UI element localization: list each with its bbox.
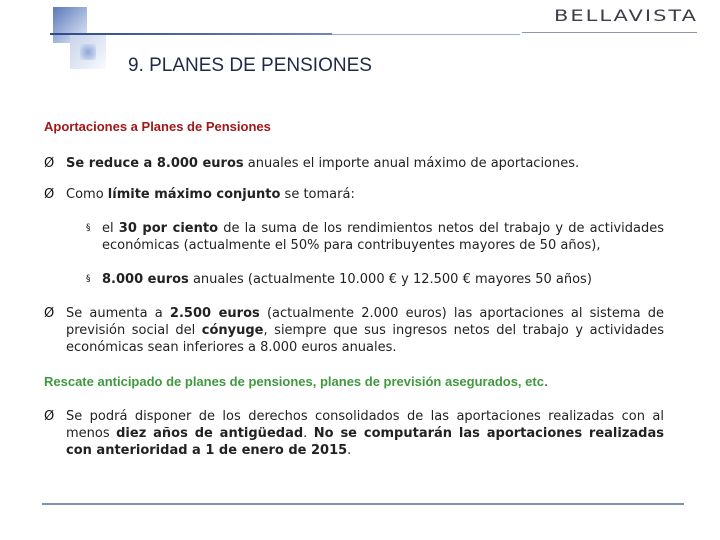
page-title: 9. PLANES DE PENSIONES	[128, 55, 372, 76]
square-bullet-icon: §	[86, 274, 91, 284]
header-rule	[50, 33, 332, 35]
section-heading-rescate: Rescate anticipado de planes de pensiones, planes de previsión asegurados, etc.	[44, 374, 549, 390]
header-rule-thin	[332, 34, 520, 35]
section-heading-aportaciones: Aportaciones a Planes de Pensiones	[44, 119, 271, 134]
sub-list-item: § el 30 por ciento de la suma de los rendimientos netos del trabajo y de actividades económicas (actualmente el 50% para contribuyentes mayores de 50 años),	[86, 221, 665, 253]
decorative-square-glow	[80, 44, 96, 60]
arrow-bullet-icon: Ø	[44, 409, 55, 424]
logo-underline	[522, 32, 697, 33]
bellavista-logo: BELLAVISTA	[553, 6, 698, 25]
sub-list-item: § 8.000 euros anuales (actualmente 10.000 € y 12.500 € mayores 50 años)	[86, 272, 592, 287]
list-item: Ø Se aumenta a 2.500 euros (actualmente 2.000 euros) las aportaciones al sistema de previsión social del cónyuge, siempre que sus ingresos netos del trabajo y actividades económicas sean inferiores a 8.000 euros anuales.	[44, 306, 664, 355]
footer-rule	[42, 503, 684, 505]
list-item: Ø Se podrá disponer de los derechos consolidados de las aportaciones realizadas con al menos diez años de antigüedad. No se computarán las aportaciones realizadas con anterioridad a 1 de enero de 2015.	[44, 409, 664, 458]
arrow-bullet-icon: Ø	[44, 187, 55, 202]
list-item: Ø Se reduce a 8.000 euros anuales el importe anual máximo de aportaciones.	[44, 156, 580, 171]
arrow-bullet-icon: Ø	[44, 306, 55, 321]
arrow-bullet-icon: Ø	[44, 156, 55, 171]
list-item: Ø Como límite máximo conjunto se tomará:	[44, 187, 355, 202]
slide-content	[44, 118, 664, 459]
square-bullet-icon: §	[86, 223, 91, 233]
